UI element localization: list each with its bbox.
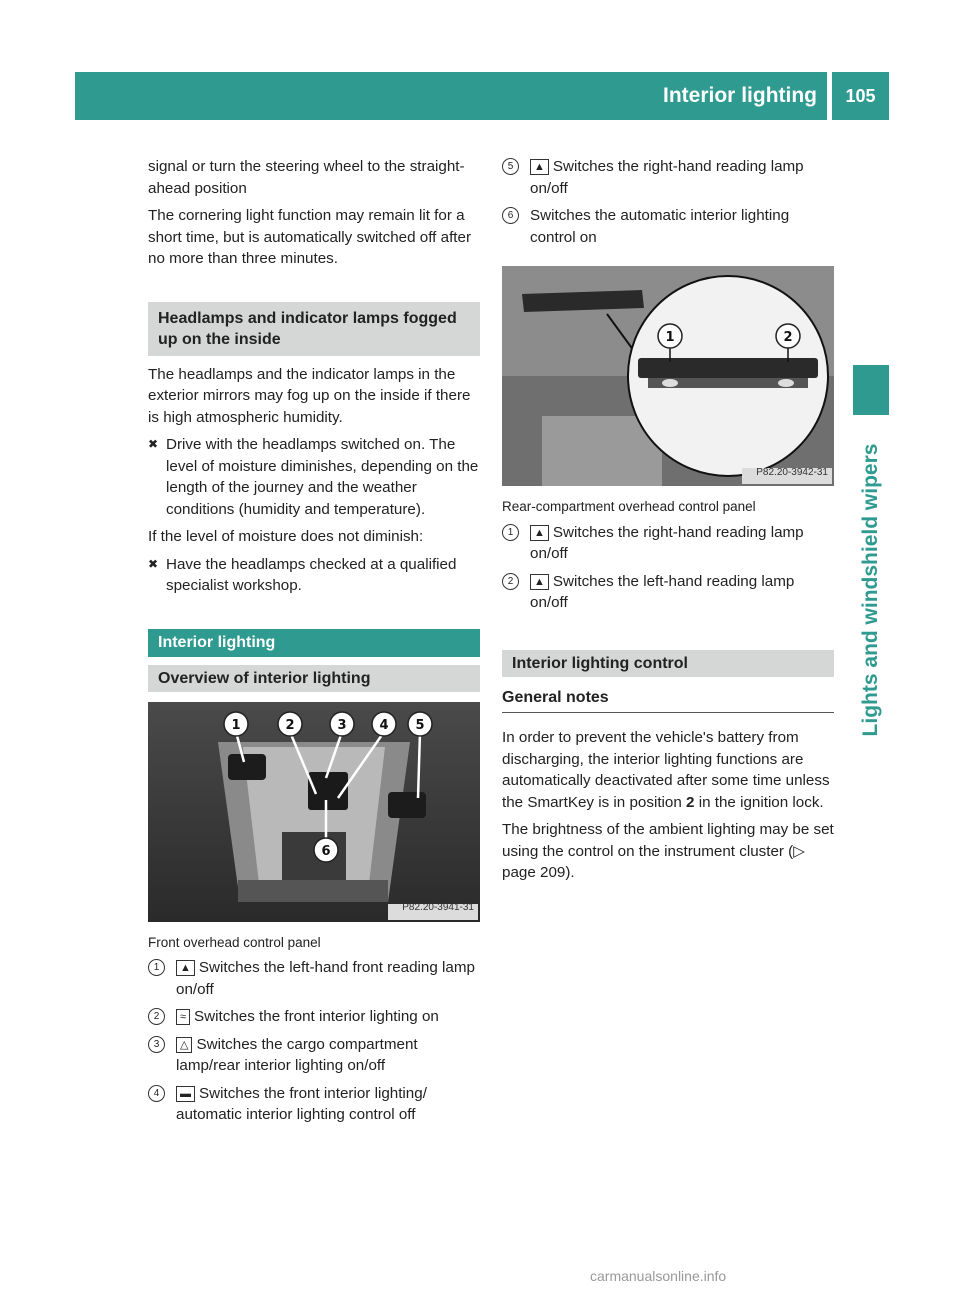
item-number: 4 bbox=[148, 1085, 165, 1102]
front-item-2 bbox=[148, 1006, 480, 1028]
rear-overhead-panel-photo bbox=[502, 266, 834, 486]
rear-panel-caption: Rear-compartment overhead control panel bbox=[502, 499, 756, 514]
item-number: 1 bbox=[148, 959, 165, 976]
para-1-start: In order to prevent the vehicle's battery from discharging, the interior lighting functions are automatically deactivated after some time unless the SmartKey is in position bbox=[502, 729, 830, 811]
fog-bullet-1 bbox=[148, 434, 480, 520]
watermark: carmanualsonline.info bbox=[590, 1268, 727, 1284]
para-1-end: in the ignition lock. bbox=[694, 793, 824, 811]
callout-3: 3 bbox=[337, 717, 347, 733]
fog-text-2: If the level of moisture does not diminish: bbox=[148, 528, 424, 545]
callout-2: 2 bbox=[783, 330, 793, 345]
item-number: 6 bbox=[502, 207, 519, 224]
fog-heading: Headlamps and indicator lamps fogged up on the inside bbox=[148, 302, 480, 356]
general-para-1 bbox=[502, 727, 834, 813]
item-text: Switches the automatic interior lighting control on bbox=[530, 207, 790, 246]
front-panel-caption: Front overhead control panel bbox=[148, 934, 321, 950]
intro-text-2: The cornering light function may remain lit for a short time, but is automatically switched off after no more than three minutes. bbox=[148, 207, 472, 267]
interior-lighting-heading: Interior lighting bbox=[148, 629, 480, 657]
overview-heading: Overview of interior lighting bbox=[148, 665, 480, 692]
front-item-3 bbox=[148, 1034, 480, 1077]
intro-text-1: signal or turn the steering wheel to the straight-ahead position bbox=[148, 158, 465, 197]
callout-2: 2 bbox=[285, 717, 295, 733]
key-position: 2 bbox=[686, 793, 695, 811]
callout-6: 6 bbox=[321, 843, 331, 859]
item-number: 2 bbox=[502, 573, 519, 590]
callout-4: 4 bbox=[379, 717, 389, 733]
interior-light-on-icon: ≈ bbox=[176, 1009, 190, 1025]
item-number: 1 bbox=[502, 524, 519, 541]
photo-code: P82.20-3941-31 bbox=[402, 902, 474, 913]
callout-1: 1 bbox=[665, 330, 675, 345]
interior-light-off-icon: ▬ bbox=[176, 1086, 195, 1102]
item-text: Switches the right-hand reading lamp on/off bbox=[530, 158, 804, 197]
item-text: Switches the left-hand front reading lamp on/off bbox=[176, 959, 475, 998]
left-column bbox=[148, 156, 480, 1132]
fog-bullet-1-text: Drive with the headlamps switched on. The level of moisture diminishes, depending on the length of the journey and the weather conditions (humidity and temperature). bbox=[166, 436, 479, 518]
fog-bullet-2 bbox=[148, 554, 480, 597]
general-para-2: The brightness of the ambient lighting may be set using the control on the instrument cluster (▷ page 209). bbox=[502, 821, 834, 881]
front-panel-illustration bbox=[148, 702, 480, 922]
front-item-1 bbox=[148, 957, 480, 1000]
item-text: Switches the left-hand reading lamp on/off bbox=[530, 572, 795, 611]
callout-5: 5 bbox=[415, 717, 425, 733]
control-heading: Interior lighting control bbox=[502, 650, 834, 677]
page-number: 105 bbox=[845, 86, 876, 106]
item-text: Switches the right-hand reading lamp on/off bbox=[530, 523, 804, 562]
photo-code: P82.20-3942-31 bbox=[756, 466, 828, 478]
front-overhead-panel-photo bbox=[148, 702, 480, 922]
front-item-6 bbox=[502, 205, 834, 248]
front-item-5 bbox=[502, 156, 834, 199]
side-label-text: Lights and windshield wipers bbox=[859, 443, 882, 737]
reading-lamp-icon: ▲ bbox=[530, 159, 549, 175]
front-item-4 bbox=[148, 1083, 480, 1126]
item-number: 5 bbox=[502, 158, 519, 175]
right-column bbox=[502, 156, 834, 890]
callout-1: 1 bbox=[231, 717, 241, 733]
item-number: 2 bbox=[148, 1008, 165, 1025]
rear-item-2 bbox=[502, 571, 834, 614]
cargo-lamp-icon: △ bbox=[176, 1037, 192, 1053]
header-title: Interior lighting bbox=[663, 84, 817, 107]
arrow-icon: ✖ bbox=[148, 437, 159, 451]
item-text: Switches the cargo compartment lamp/rear interior lighting on/off bbox=[176, 1035, 418, 1074]
item-number: 3 bbox=[148, 1036, 165, 1053]
rear-panel-illustration bbox=[502, 266, 834, 486]
side-tab-marker bbox=[853, 365, 889, 415]
item-text: Switches the front interior lighting/ automatic interior lighting control off bbox=[176, 1084, 427, 1123]
fog-bullet-2-text: Have the headlamps checked at a qualified specialist workshop. bbox=[166, 555, 457, 594]
reading-lamp-icon: ▲ bbox=[530, 525, 549, 541]
arrow-icon: ✖ bbox=[148, 556, 159, 571]
rear-item-1 bbox=[502, 522, 834, 565]
general-notes-heading: General notes bbox=[502, 687, 834, 714]
reading-lamp-icon: ▲ bbox=[176, 960, 195, 976]
item-text: Switches the front interior lighting on bbox=[194, 1008, 439, 1025]
page-header bbox=[75, 72, 889, 120]
fog-text: The headlamps and the indicator lamps in the exterior mirrors may fog up on the inside if there is high atmospheric humidity. bbox=[148, 365, 471, 426]
side-section-label bbox=[853, 425, 889, 755]
reading-lamp-icon: ▲ bbox=[530, 574, 549, 590]
